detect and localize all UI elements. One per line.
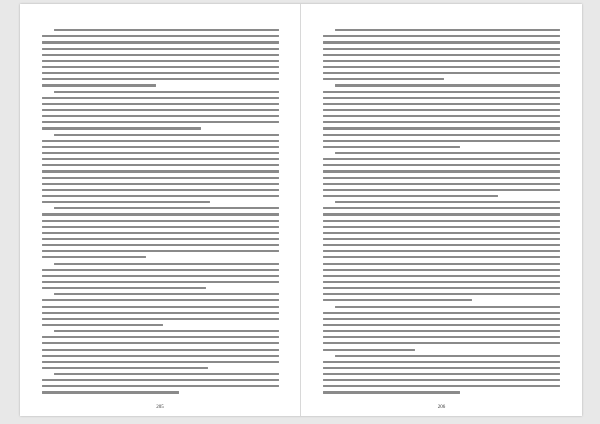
text-line-placeholder <box>54 293 279 295</box>
text-line-placeholder <box>54 373 279 375</box>
text-line-placeholder <box>323 140 560 142</box>
text-line-placeholder <box>42 275 279 277</box>
text-line-placeholder <box>323 109 560 111</box>
text-line-placeholder <box>323 103 560 105</box>
text-line-placeholder <box>42 287 206 289</box>
text-line-placeholder <box>323 164 560 166</box>
text-line-placeholder <box>42 355 279 357</box>
text-line-placeholder <box>54 29 279 31</box>
text-line-placeholder <box>42 379 279 381</box>
text-line-placeholder <box>42 306 279 308</box>
text-line-placeholder <box>42 183 279 185</box>
text-line-placeholder <box>323 121 560 123</box>
text-line-placeholder <box>323 232 560 234</box>
text-line-placeholder <box>323 183 560 185</box>
text-line-placeholder <box>42 164 279 166</box>
document-spread <box>20 4 582 416</box>
text-line-placeholder <box>42 48 279 50</box>
text-line-placeholder <box>323 330 560 332</box>
text-line-placeholder <box>323 269 560 271</box>
text-line-placeholder <box>42 342 279 344</box>
text-line-placeholder <box>323 91 560 93</box>
text-line-placeholder <box>323 342 560 344</box>
text-line-placeholder <box>42 324 163 326</box>
text-line-placeholder <box>42 109 279 111</box>
text-line-placeholder <box>42 220 279 222</box>
text-line-placeholder <box>42 41 279 43</box>
running-head <box>323 16 562 23</box>
text-line-placeholder <box>42 391 179 393</box>
text-line-placeholder <box>54 263 279 265</box>
text-line-placeholder <box>42 361 279 363</box>
text-line-placeholder <box>42 349 279 351</box>
text-line-placeholder <box>42 232 279 234</box>
text-line-placeholder <box>54 134 279 136</box>
text-line-placeholder <box>335 355 560 357</box>
text-line-placeholder <box>323 318 560 320</box>
text-line-placeholder <box>323 134 560 136</box>
text-line-placeholder <box>323 213 560 215</box>
text-line-placeholder <box>42 121 279 123</box>
page-number: 206 <box>437 405 446 410</box>
text-line-placeholder <box>42 201 210 203</box>
text-line-placeholder <box>323 41 560 43</box>
text-line-placeholder <box>323 35 560 37</box>
body-text <box>323 27 562 399</box>
text-line-placeholder <box>42 127 201 129</box>
text-line-placeholder <box>323 177 560 179</box>
text-line-placeholder <box>42 250 279 252</box>
text-line-placeholder <box>323 336 560 338</box>
text-line-placeholder <box>323 72 560 74</box>
text-line-placeholder <box>42 367 208 369</box>
text-line-placeholder <box>323 66 560 68</box>
page-number: 205 <box>156 405 164 410</box>
text-line-placeholder <box>42 385 279 387</box>
text-line-placeholder <box>42 312 279 314</box>
text-line <box>42 389 280 395</box>
text-line-placeholder <box>323 158 560 160</box>
text-line-placeholder <box>323 275 560 277</box>
text-line-placeholder <box>42 103 279 105</box>
text-line-placeholder <box>42 60 279 62</box>
text-line-placeholder <box>42 281 279 283</box>
text-line-placeholder <box>42 195 279 197</box>
text-line-placeholder <box>335 201 560 203</box>
text-line-placeholder <box>42 54 279 56</box>
text-line-placeholder <box>323 361 560 363</box>
text-line-placeholder <box>42 226 279 228</box>
text-line-placeholder <box>323 60 560 62</box>
text-line-placeholder <box>323 324 560 326</box>
text-line-placeholder <box>323 170 560 172</box>
text-line-placeholder <box>42 244 279 246</box>
left-page <box>20 4 301 416</box>
text-line-placeholder <box>323 226 560 228</box>
text-line-placeholder <box>323 207 560 209</box>
text-line-placeholder <box>42 66 279 68</box>
text-line-placeholder <box>42 84 156 86</box>
text-line-placeholder <box>42 299 279 301</box>
text-line-placeholder <box>323 220 560 222</box>
text-line-placeholder <box>323 244 560 246</box>
text-line-placeholder <box>42 72 279 74</box>
text-line-placeholder <box>42 97 279 99</box>
text-line-placeholder <box>335 306 560 308</box>
text-line-placeholder <box>42 170 279 172</box>
text-line-placeholder <box>42 213 279 215</box>
text-line-placeholder <box>323 367 560 369</box>
text-line-placeholder <box>54 91 279 93</box>
text-line-placeholder <box>42 152 279 154</box>
running-head <box>42 16 280 23</box>
text-line-placeholder <box>323 256 560 258</box>
text-line-placeholder <box>323 391 460 393</box>
text-line-placeholder <box>323 263 560 265</box>
text-line-placeholder <box>323 189 560 191</box>
text-line-placeholder <box>42 256 146 258</box>
text-line-placeholder <box>323 281 560 283</box>
text-line-placeholder <box>323 146 460 148</box>
text-line-placeholder <box>42 140 279 142</box>
text-line-placeholder <box>335 29 560 31</box>
text-line-placeholder <box>42 318 279 320</box>
text-line-placeholder <box>323 349 415 351</box>
right-page <box>301 4 582 416</box>
text-line-placeholder <box>323 97 560 99</box>
text-line-placeholder <box>54 330 279 332</box>
text-line-placeholder <box>42 115 279 117</box>
text-line-placeholder <box>323 78 444 80</box>
text-line-placeholder <box>335 84 560 86</box>
text-line-placeholder <box>323 238 560 240</box>
text-line <box>323 389 562 395</box>
text-line-placeholder <box>323 127 560 129</box>
text-line-placeholder <box>42 78 279 80</box>
text-line-placeholder <box>323 293 560 295</box>
text-line-placeholder <box>323 299 472 301</box>
text-line-placeholder <box>323 312 560 314</box>
text-line-placeholder <box>42 146 279 148</box>
text-line-placeholder <box>323 373 560 375</box>
text-line-placeholder <box>323 287 560 289</box>
text-line-placeholder <box>42 177 279 179</box>
text-line-placeholder <box>42 189 279 191</box>
body-text <box>42 27 280 399</box>
text-line-placeholder <box>323 48 560 50</box>
text-line-placeholder <box>42 238 279 240</box>
text-line-placeholder <box>323 54 560 56</box>
text-line-placeholder <box>323 195 498 197</box>
text-line-placeholder <box>323 115 560 117</box>
text-line-placeholder <box>323 250 560 252</box>
text-line-placeholder <box>323 379 560 381</box>
text-line-placeholder <box>323 385 560 387</box>
text-line-placeholder <box>54 207 279 209</box>
text-line-placeholder <box>42 269 279 271</box>
text-line-placeholder <box>42 35 279 37</box>
text-line-placeholder <box>335 152 560 154</box>
text-line-placeholder <box>42 336 279 338</box>
text-line-placeholder <box>42 158 279 160</box>
